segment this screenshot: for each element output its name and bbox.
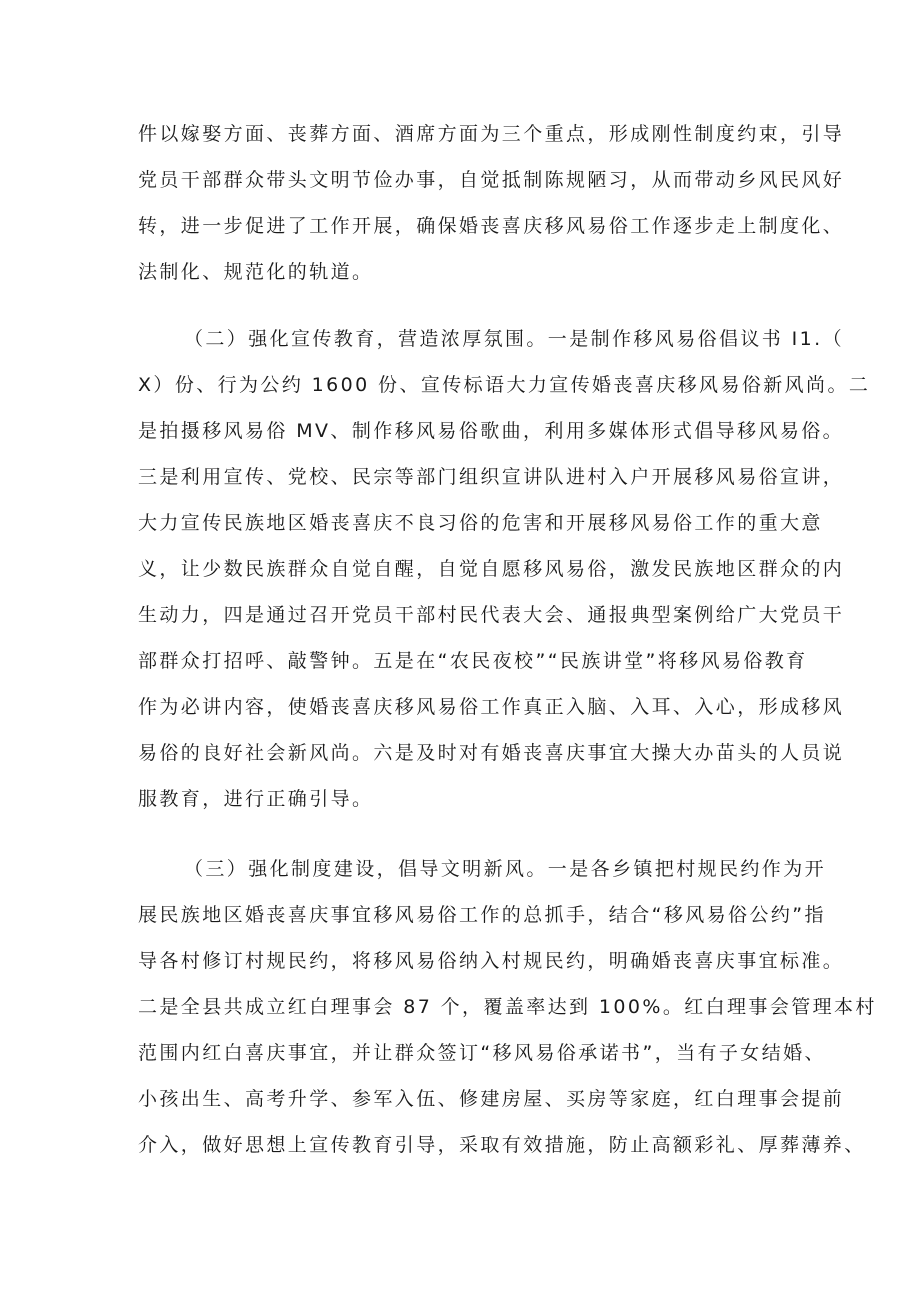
text-line: X）份、行为公约 1600 份、宣传标语大力宣传婚丧喜庆移风易俗新风尚。二 xyxy=(138,374,871,396)
text-line: 义，让少数民族群众自觉自醒，自觉自愿移风易俗，激发民族地区群众的内 xyxy=(138,558,845,580)
text-line: 易俗的良好社会新风尚。六是及时对有婚丧喜庆事宜大操大办苗头的人员说 xyxy=(138,742,845,764)
text-line: 介入，做好思想上宣传教育引导，采取有效措施，防止高额彩礼、厚葬薄养、 xyxy=(138,1134,866,1156)
text-line: 件以嫁娶方面、丧葬方面、酒席方面为三个重点，形成刚性制度约束，引导 xyxy=(138,123,845,145)
text-line: 二是全县共成立红白理事会 87 个，覆盖率达到 100%。红白理事会管理本村 xyxy=(138,996,877,1018)
text-line: 小孩出生、高考升学、参军入伍、修建房屋、买房等家庭，红白理事会提前 xyxy=(138,1088,845,1110)
text-line: 部群众打招呼、敲警钟。五是在“农民夜校”“民族讲堂”将移风易俗教育 xyxy=(138,650,808,672)
text-line: 展民族地区婚丧喜庆事宜移风易俗工作的总抓手，结合“移风易俗公约”指 xyxy=(138,904,826,926)
text-line: 法制化、规范化的轨道。 xyxy=(138,261,374,283)
text-line: 是拍摄移风易俗 MV、制作移风易俗歌曲，利用多媒体形式倡导移风易俗。 xyxy=(138,420,845,442)
text-line: 导各村修订村规民约，将移风易俗纳入村规民约，明确婚丧喜庆事宜标准。 xyxy=(138,950,845,972)
text-line: 生动力，四是通过召开党员干部村民代表大会、通报典型案例给广大党员干 xyxy=(138,604,845,626)
paragraph-heading-line: （三）强化制度建设，倡导文明新风。一是各乡镇把村规民约作为开 xyxy=(184,858,827,880)
text-line: 大力宣传民族地区婚丧喜庆不良习俗的危害和开展移风易俗工作的重大意 xyxy=(138,512,823,534)
text-line: 作为必讲内容，使婚丧喜庆移风易俗工作真正入脑、入耳、入心，形成移风 xyxy=(138,696,845,718)
paragraph-heading-line: （二）强化宣传教育，营造浓厚氛围。一是制作移风易俗倡议书 I1.（ xyxy=(184,328,844,350)
text-line: 范围内红白喜庆事宜，并让群众签订“移风易俗承诺书”，当有子女结婚、 xyxy=(138,1042,826,1064)
text-line: 服教育，进行正确引导。 xyxy=(138,788,374,810)
text-line: 转，进一步促进了工作开展，确保婚丧喜庆移风易俗工作逐步走上制度化、 xyxy=(138,215,845,237)
text-line: 三是利用宣传、党校、民宗等部门组织宣讲队进村入户开展移风易俗宣讲， xyxy=(138,466,845,488)
text-line: 党员干部群众带头文明节俭办事，自觉抵制陈规陋习，从而带动乡风民风好 xyxy=(138,169,845,191)
